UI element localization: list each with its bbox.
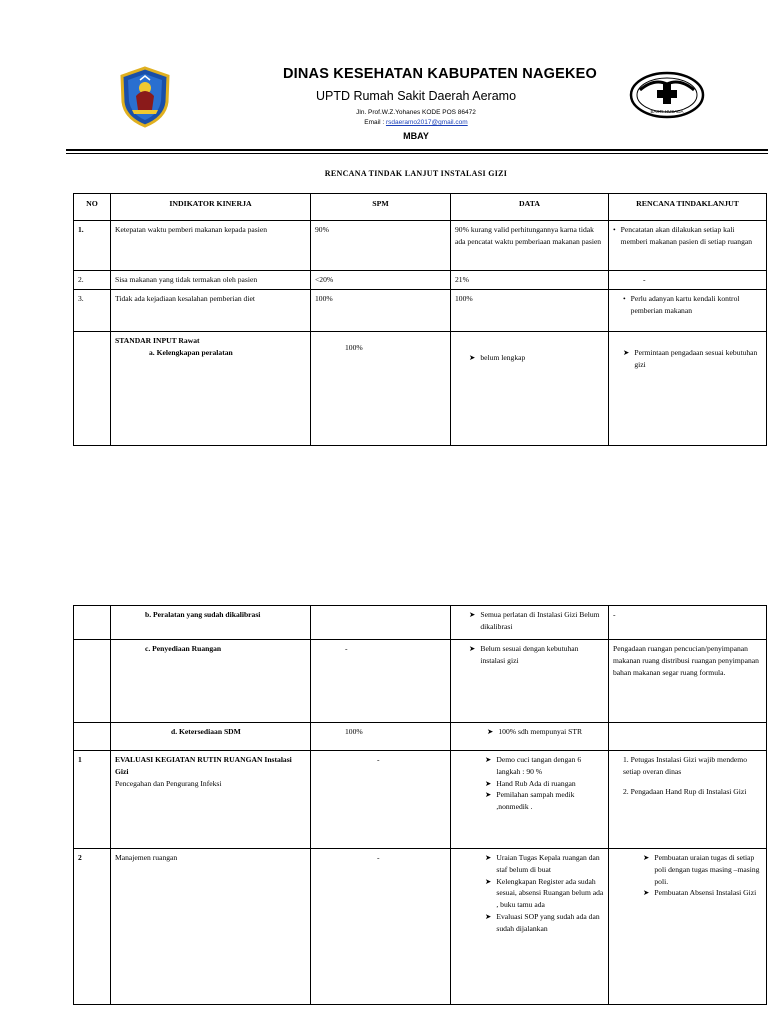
data-text: Evaluasi SOP yang sudah ada dan sudah dijalankan: [496, 911, 600, 933]
cell-no: 1.: [74, 221, 111, 271]
cell-rencana: [609, 723, 767, 751]
address-line: Jln. Prof.W.Z.Yohanes KODE POS 86472: [356, 109, 476, 116]
cell-rencana: -: [609, 606, 767, 640]
header-rule-thick: [66, 149, 768, 151]
cell-rencana: [609, 221, 767, 271]
rencana-text: Pencatatan akan dilakukan setiap kali memberi makanan pasien di setiap ruangan: [620, 225, 753, 246]
data-text: Kelengkapan Register ada sudah sesuai, absensi Ruangan belum ada , buku tamu ada: [496, 876, 604, 910]
list-item: [643, 852, 762, 887]
data-text: belum lengkap: [480, 352, 526, 362]
cell-data: 90% kurang valid perhitungannya karna tidak ada pencatat waktu pemberiaan makanan pasien: [451, 221, 609, 271]
cell-rencana: [609, 751, 767, 849]
cell-rencana: [609, 289, 767, 331]
section-title: STANDAR INPUT Rawat: [115, 335, 200, 345]
section-title: EVALUASI KEGIATAN RUTIN RUANGAN Instalasi Gizi: [115, 755, 292, 776]
cell-indikator: c. Penyediaan Ruangan: [111, 640, 311, 723]
cell-spm: 90%: [311, 221, 451, 271]
bullet-icon: •: [613, 225, 616, 234]
header-indikator: INDIKATOR KINERJA: [111, 194, 311, 221]
arrow-bullet-icon: ➤: [469, 644, 476, 653]
rencana-text: Pembuatan Absensi Instalasi Gizi: [654, 888, 757, 898]
cell-rencana: Pengadaan ruangan pencucian/penyimpanan makanan ruang distribusi ruangan penyimpanan bahan makanan segar ruang formula.: [609, 640, 767, 723]
header-spm: SPM: [311, 194, 451, 221]
cell-indikator: b. Peralatan yang sudah dikalibrasi: [111, 606, 311, 640]
table-row: [74, 221, 767, 271]
header-rencana: RENCANA TINDAKLANJUT: [609, 194, 767, 221]
list-item: [485, 852, 604, 876]
list-item: [485, 911, 604, 935]
rencana-text: Pembuatan uraian tugas di setiap poli dengan tugas masing –masing poli.: [654, 853, 760, 886]
cell-spm: 100%: [311, 289, 451, 331]
data-text: Pemilahan sampah medik ,nonmedik .: [496, 790, 575, 812]
list-item: [643, 887, 762, 899]
table-row: [74, 271, 767, 290]
cell-data: [451, 331, 609, 445]
list-item: [485, 778, 604, 790]
arrow-bullet-icon: ➤: [487, 727, 494, 736]
emblem-text: BAKTI HUSADA: [650, 109, 684, 114]
email-link[interactable]: rsdaeramo2017@gmail.com: [385, 119, 468, 126]
list-item: [485, 876, 604, 911]
cell-no: [74, 331, 111, 445]
data-text: 100% sdh mempunyai STR: [498, 727, 583, 736]
cell-no: 3.: [74, 289, 111, 331]
table-row: [74, 289, 767, 331]
cell-spm: 100%: [311, 723, 451, 751]
rtl-table-1: [73, 193, 767, 446]
list-item: 2. Pengadaan Hand Rup di Instalasi Gizi: [623, 786, 747, 796]
hospital-subtitle: UPTD Rumah Sakit Daerah Aeramo: [315, 89, 517, 103]
cell-spm: 100%: [311, 331, 451, 445]
header-no: NO: [74, 194, 111, 221]
table-row: [74, 331, 767, 445]
cell-data: 100%: [451, 289, 609, 331]
cell-spm: -: [311, 640, 451, 723]
city-label: MBAY: [403, 131, 429, 141]
email-line: [230, 119, 602, 126]
arrow-bullet-icon: ➤: [485, 755, 492, 764]
cell-indikator: Ketepatan waktu pemberi makanan kepada pasien: [111, 221, 311, 271]
cell-no: 2.: [74, 271, 111, 290]
arrow-bullet-icon: ➤: [485, 778, 492, 788]
data-text: Hand Rub Ada di ruangan: [496, 778, 576, 788]
cell-rencana: [609, 331, 767, 445]
cell-data: [451, 849, 609, 1005]
arrow-bullet-icon: ➤: [485, 790, 492, 800]
cell-no: [74, 723, 111, 751]
document-title: RENCANA TINDAK LANJUT INSTALASI GIZI: [324, 169, 508, 178]
cell-spm: [311, 606, 451, 640]
cell-data: [451, 751, 609, 849]
arrow-bullet-icon: ➤: [485, 853, 492, 862]
cell-no: 1: [74, 751, 111, 849]
header-rule-thin: [66, 153, 768, 154]
cell-no: [74, 606, 111, 640]
table-row: [74, 640, 767, 723]
arrow-bullet-icon: ➤: [469, 352, 476, 362]
arrow-bullet-icon: ➤: [643, 853, 650, 862]
cell-indikator: [111, 331, 311, 445]
table-header-row: [74, 194, 767, 221]
data-text: Semua perlatan di Instalasi Gizi Belum dikalibrasi: [480, 610, 600, 631]
cell-data: [451, 606, 609, 640]
data-text: Uraian Tugas Kepala ruangan dan staf belum di buat: [496, 853, 600, 874]
cell-indikator: [111, 751, 311, 849]
agency-title: DINAS KESEHATAN KABUPATEN NAGEKEO: [282, 66, 598, 82]
cell-no: 2: [74, 849, 111, 1005]
email-label: Email :: [364, 119, 386, 126]
arrow-bullet-icon: ➤: [643, 888, 650, 898]
rencana-text: Perlu adanyan kartu kendali kontrol pemberian makanan: [630, 293, 740, 315]
section-subtitle: a. Kelengkapan peralatan: [149, 347, 233, 357]
table-row: [74, 606, 767, 640]
list-item: [485, 789, 604, 813]
cell-data: [451, 723, 609, 751]
cell-indikator: Sisa makanan yang tidak termakan oleh pasien: [111, 271, 311, 290]
cell-spm: -: [311, 751, 451, 849]
table-row: [74, 849, 767, 1005]
cell-indikator: d. Ketersediaan SDM: [111, 723, 311, 751]
header-data: DATA: [451, 194, 609, 221]
cell-indikator: Tidak ada kejadiaan kesalahan pemberian diet: [111, 289, 311, 331]
table-row: [74, 723, 767, 751]
rencana-text: Permintaan pengadaan sesuai kebutuhan gizi: [634, 347, 758, 369]
rtl-table-2: [73, 605, 767, 1005]
section-subtitle: Pencegahan dan Pengurang Infeksi: [115, 778, 222, 788]
data-text: Belum sesuai dengan kebutuhan instalasi gizi: [480, 644, 579, 665]
cell-data: 21%: [451, 271, 609, 290]
arrow-bullet-icon: ➤: [485, 876, 492, 886]
cell-spm: <20%: [311, 271, 451, 290]
cell-spm: -: [311, 849, 451, 1005]
cell-rencana: [609, 849, 767, 1005]
list-item: [485, 754, 604, 778]
list-item: 1. Petugas Instalasi Gizi wajib mendemo setiap overan dinas: [623, 755, 748, 776]
cell-rencana: -: [609, 271, 767, 290]
arrow-bullet-icon: ➤: [469, 610, 476, 619]
data-text: Demo cuci tangan dengan 6 langkah : 90 %: [496, 755, 582, 776]
table-row: [74, 751, 767, 849]
cell-indikator: Manajemen ruangan: [111, 849, 311, 1005]
bullet-icon: •: [623, 293, 626, 303]
arrow-bullet-icon: ➤: [485, 911, 492, 921]
cell-data: [451, 640, 609, 723]
arrow-bullet-icon: ➤: [623, 347, 630, 357]
nagekeo-regency-emblem-icon: [118, 66, 172, 128]
cell-no: [74, 640, 111, 723]
